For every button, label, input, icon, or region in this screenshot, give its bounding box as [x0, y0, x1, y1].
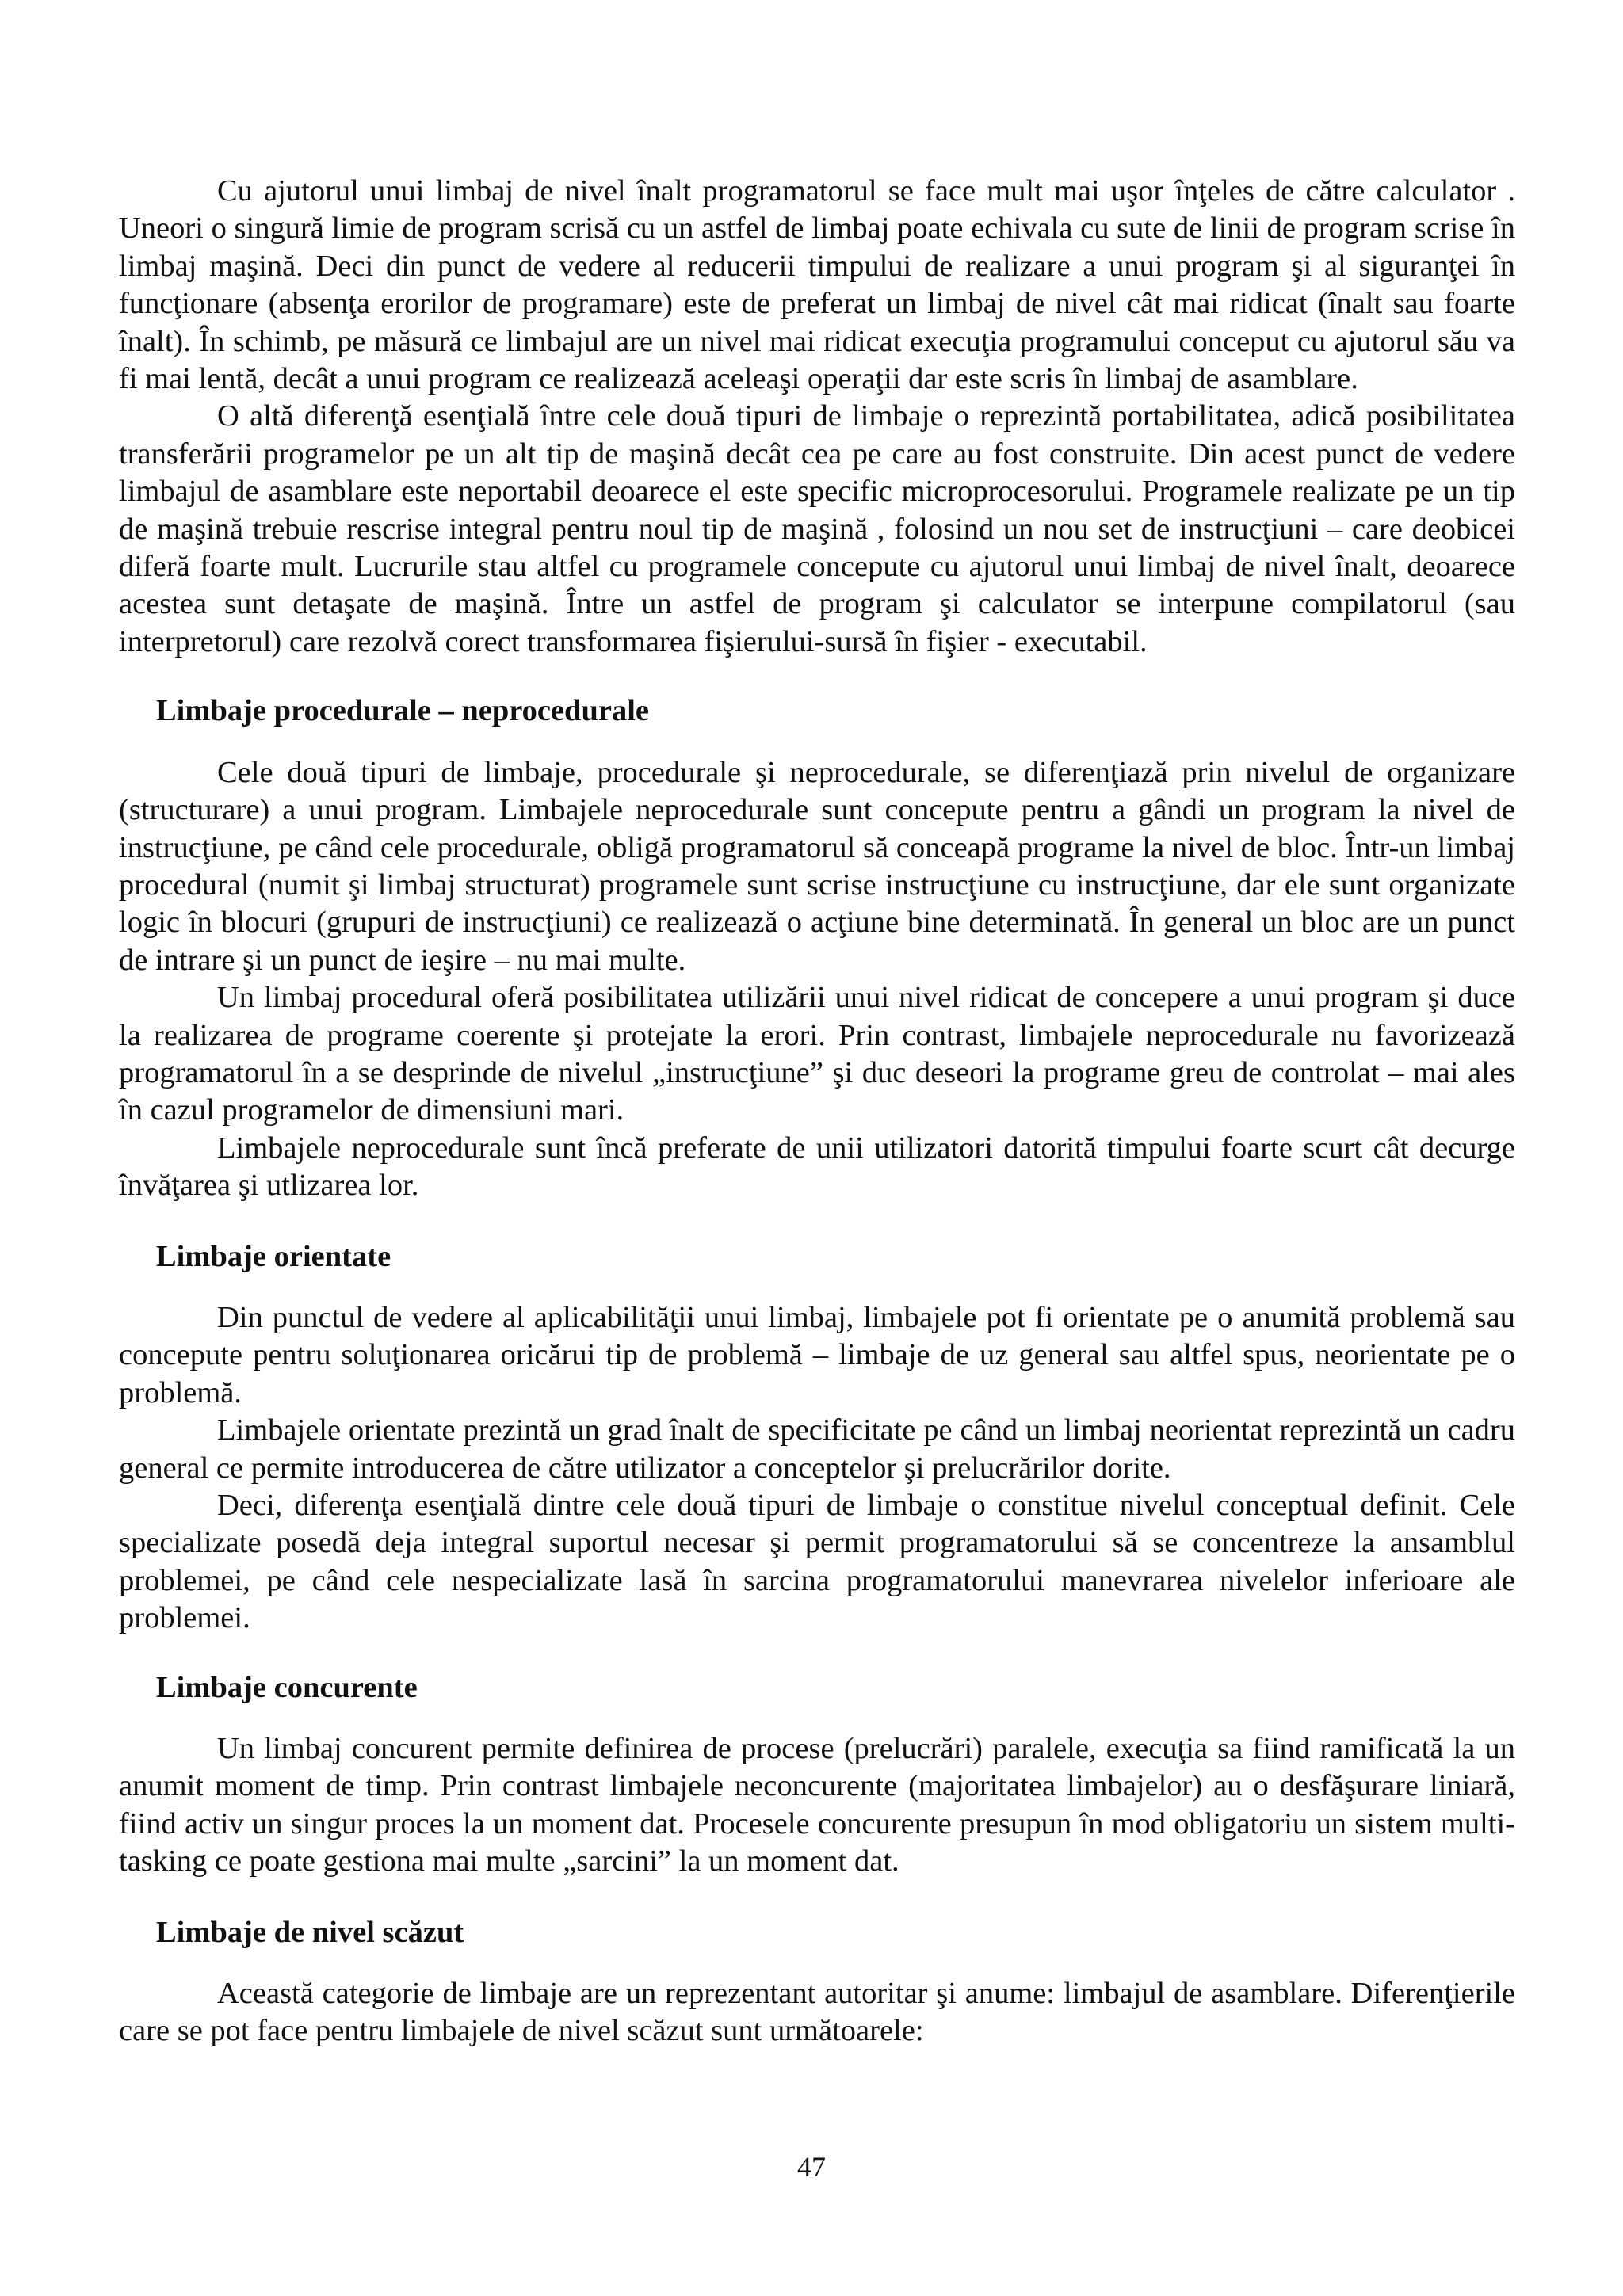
section-low-level-paragraph-1: Această categorie de limbaje are un reprezentant autoritar şi anume: limbajul de asamblare. Diferenţierile care se pot face pentru limbajele de nivel scăzut sunt următoarele: — [119, 1977, 1515, 2048]
section-procedural-paragraph-2: Un limbaj procedural oferă posibilitatea utilizării unui nivel ridicat de concepere a unui program şi duce la realizarea de programe coerente şi protejate la erori. Prin contrast, limbajele neprocedurale nu favorizează programatorul în a se desprinde de nivelul „instrucţiune” şi duc deseori la programe greu de controlat – mai ales în cazul programelor de dimensiuni mari. — [119, 981, 1515, 1127]
section-procedural-paragraph-1: Cele două tipuri de limbaje, procedurale şi neprocedurale, se diferenţiază prin nivelul de organizare (structurare) a unui program. Limbajele neprocedurale sunt concepute pentru a gândi un program la nivel de instrucţiune, pe când cele procedurale, obligă programatorul să conceapă programe la nivel de bloc. Într-un limbaj procedural (numit şi limbaj structurat) programele sunt scrise instrucţiune cu instrucţiune, dar ele sunt organizate logic în blocuri (grupuri de instrucţiuni) ce realizează o acţiune bine determinată. În general un bloc are un punct de intrare şi un punct de ieşire – nu mai multe. — [119, 755, 1515, 977]
page-number: 47 — [797, 2151, 826, 2183]
page-content — [119, 173, 1515, 2050]
section-heading-low-level: Limbaje de nivel scăzut — [156, 1915, 464, 1949]
section-oriented-paragraph-1: Din punctul de vedere al aplicabilităţii unui limbaj, limbajele pot fi orientate pe o anumită problemă sau concepute pentru soluţionarea oricărui tip de problemă – limbaje de uz general sau altfel spus, neorientate pe o problemă. — [119, 1300, 1515, 1409]
section-procedural-paragraph-3: Limbajele neprocedurale sunt încă preferate de unii utilizatori datorită timpului foarte scurt cât decurge învăţarea şi utlizarea lor. — [119, 1131, 1515, 1203]
intro-paragraph-1: Cu ajutorul unui limbaj de nivel înalt programatorul se face mult mai uşor înţeles de către calculator . Uneori o singură limie de program scrisă cu un astfel de limbaj poate echivala cu sute de linii de program scrise în limbaj maşină. Deci din punct de vedere al reducerii timpului de realizare a unui program şi al siguranţei în funcţionare (absenţa erorilor de programare) este de preferat un limbaj de nivel cât mai ridicat (înalt sau foarte înalt). În schimb, pe măsură ce limbajul are un nivel mai ridicat execuţia programului conceput cu ajutorul său va fi mai lentă, decât a unui program ce realizează aceleaşi operaţii dar este scris în limbaj de asamblare. — [119, 174, 1515, 396]
section-concurrent-paragraph-1: Un limbaj concurent permite definirea de procese (prelucrări) paralele, execuţia sa fiind ramificată la un anumit moment de timp. Prin contrast limbajele neconcurente (majoritatea limbajelor) au o desfăşurare liniară, fiind activ un singur proces la un moment dat. Procesele concurente presupun în mod obligatoriu un sistem multi-tasking ce poate gestiona mai multe „sarcini” la un moment dat. — [119, 1732, 1515, 1878]
section-heading-concurrent: Limbaje concurente — [156, 1670, 418, 1704]
section-oriented-paragraph-2: Limbajele orientate prezintă un grad înalt de specificitate pe când un limbaj neorientat reprezintă un cadru general ce permite introducerea de către utilizator a conceptelor şi prelucrărilor dorite. — [119, 1413, 1515, 1485]
section-heading-oriented: Limbaje orientate — [156, 1239, 391, 1273]
section-oriented-paragraph-3: Deci, diferenţa esenţială dintre cele două tipuri de limbaje o constitue nivelul conceptual definit. Cele specializate posedă deja integral suportul necesar şi permit programatorului să se concentreze la ansamblul problemei, pe când cele nespecializate lasă în sarcina programatorului manevrarea nivelelor inferioare ale problemei. — [119, 1489, 1515, 1635]
intro-paragraph-2: O altă diferenţă esenţială între cele două tipuri de limbaje o reprezintă portabilitatea, adică posibilitatea transferării programelor pe un alt tip de maşină decât cea pe care au fost construite. Din acest punct de vedere limbajul de asamblare este neportabil deoarece el este specific microprocesorului. Programele realizate pe un tip de maşină trebuie rescrise integral pentru noul tip de maşină , folosind un nou set de instrucţiuni – care deobicei diferă foarte mult. Lucrurile stau altfel cu programele concepute cu ajutorul unui limbaj de nivel înalt, deoarece acestea sunt detaşate de maşină. Între un astfel de program şi calculator se interpune compilatorul (sau interpretorul) care rezolvă corect transformarea fişierului-sursă în fişier - executabil. — [119, 399, 1515, 658]
section-heading-procedural: Limbaje procedurale – neprocedurale — [156, 694, 649, 728]
